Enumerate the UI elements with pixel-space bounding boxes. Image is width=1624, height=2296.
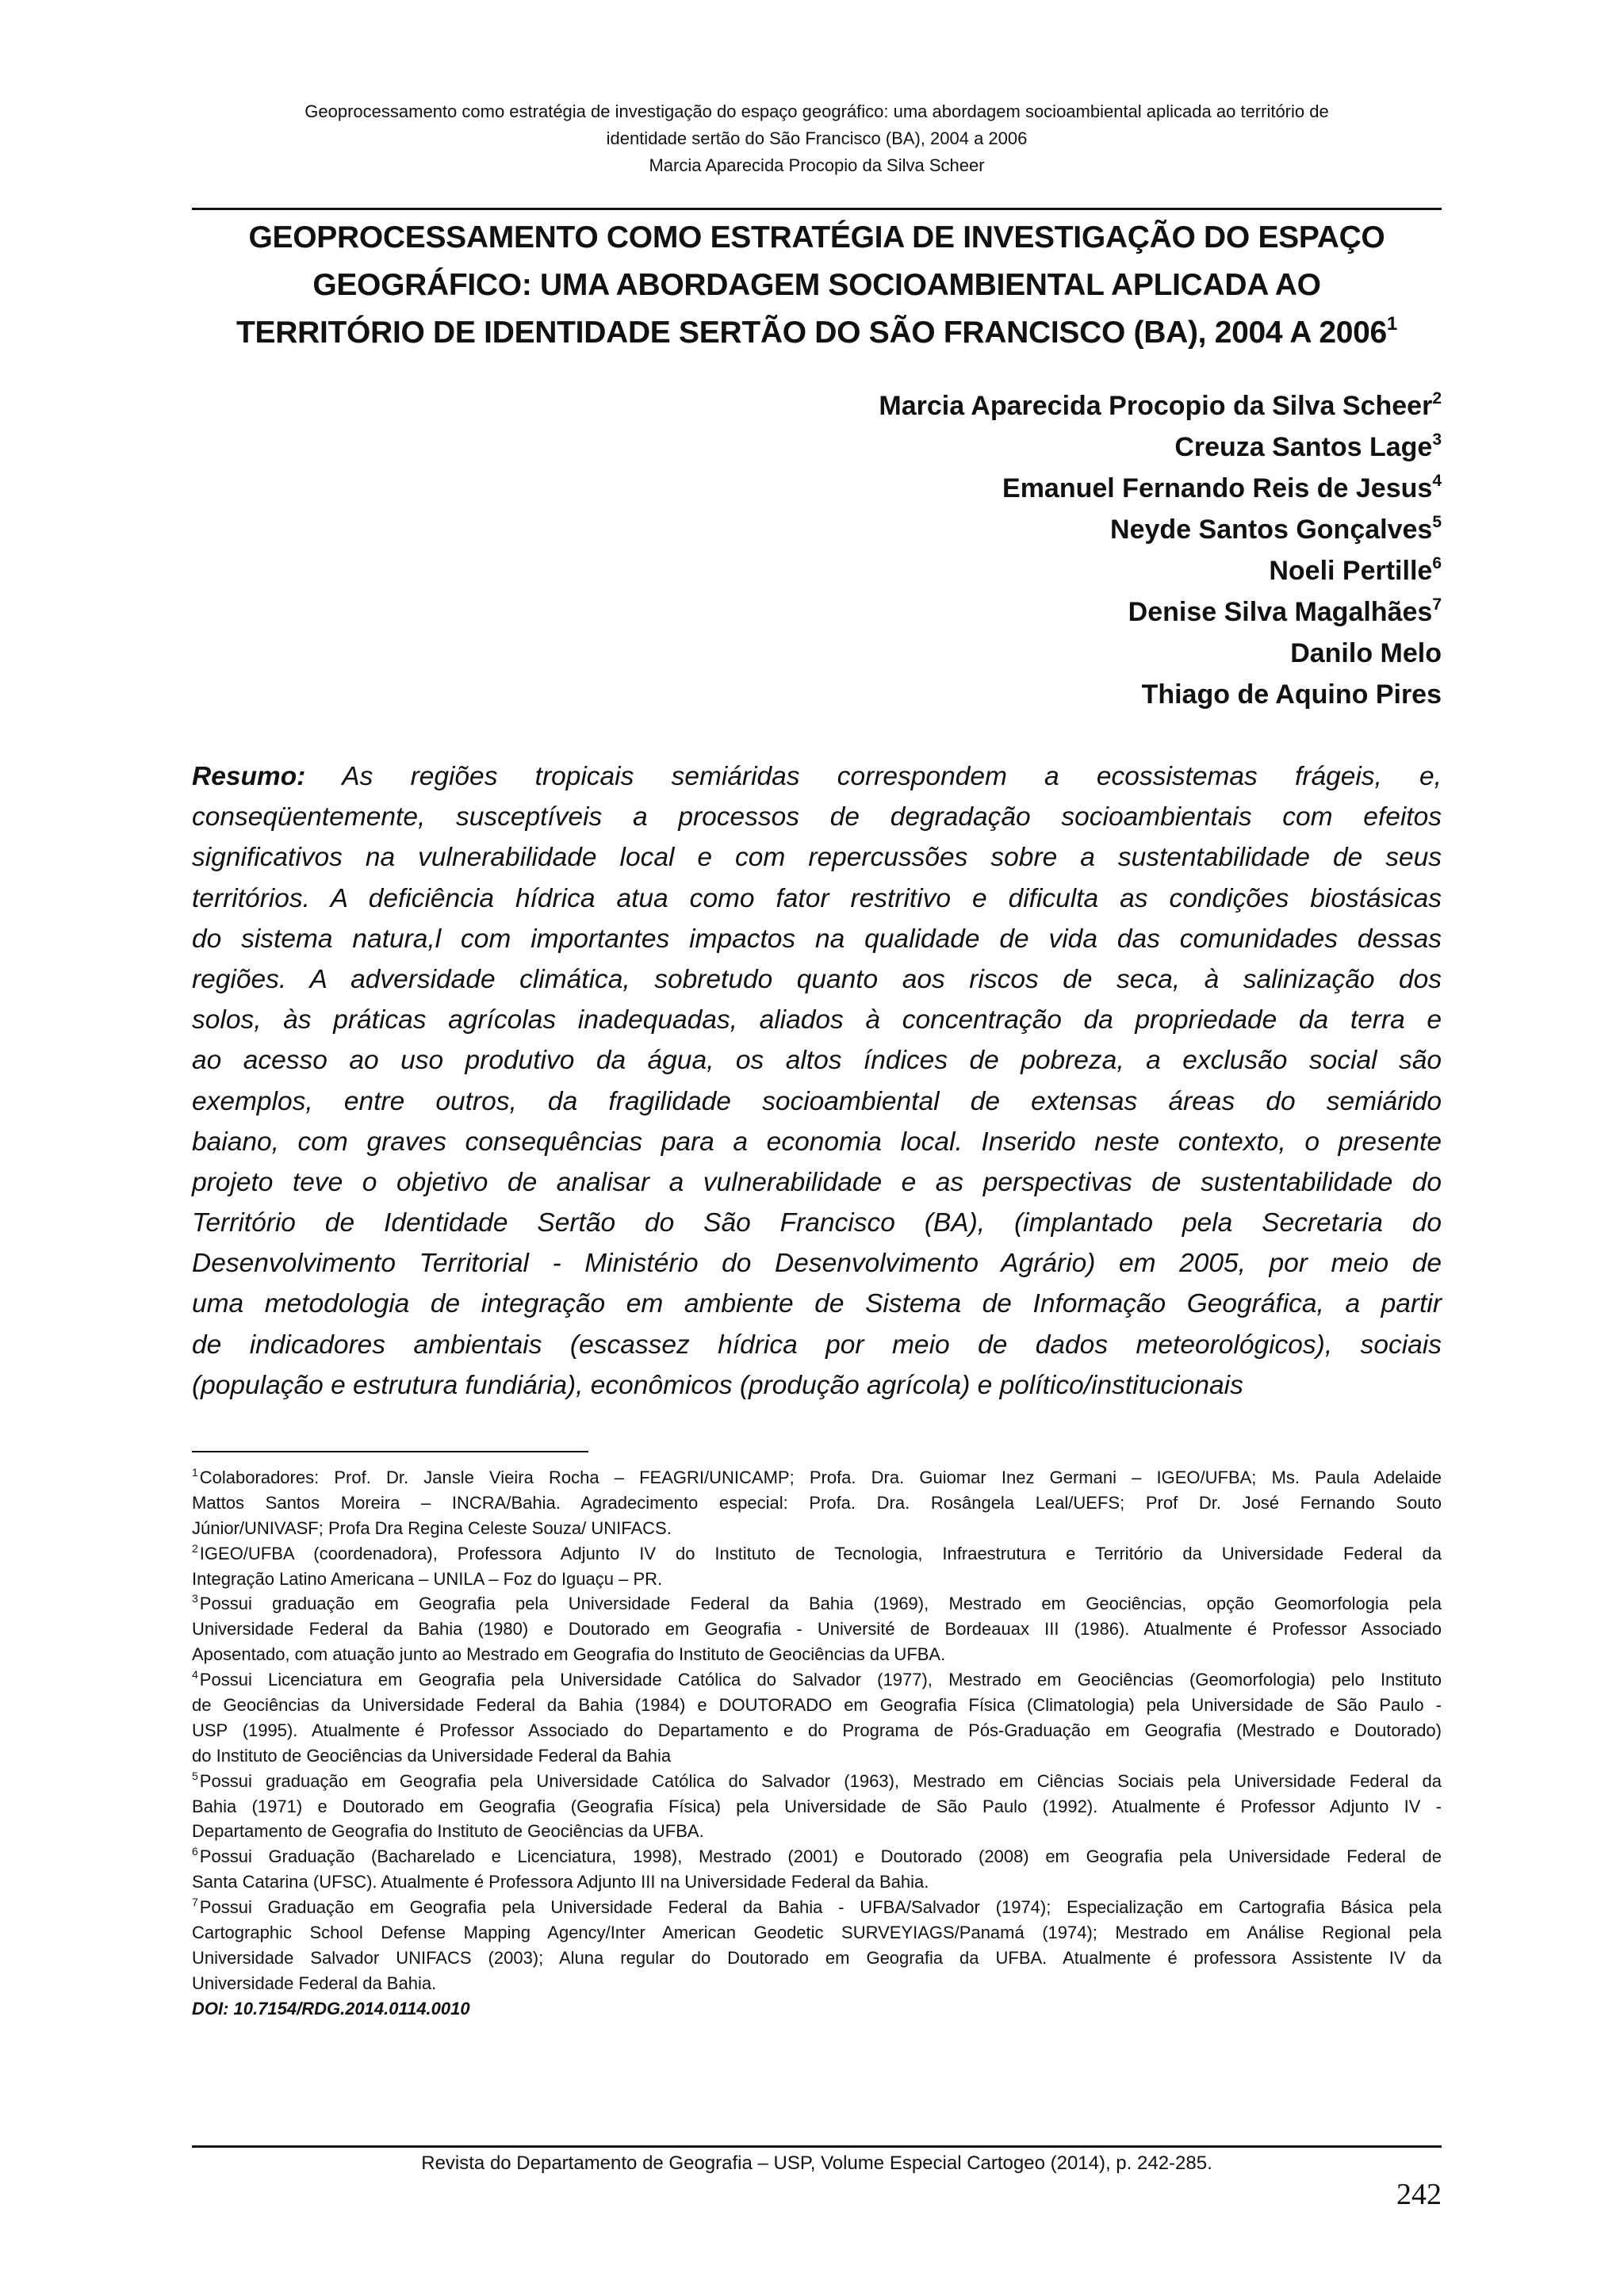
abstract-text: Desenvolvimento Territorial - Ministério do Desenvolvimento Agrário) em 2005, por meio de [192, 1249, 1442, 1279]
footnote-text: Integração Latino Americana – UNILA – Foz do Iguaçu – PR. [192, 1568, 663, 1589]
footnote-separator [192, 1451, 588, 1452]
footnote-number: 6 [192, 1845, 198, 1858]
title-line: GEOPROCESSAMENTO COMO ESTRATÉGIA DE INVESTIGAÇÃO DO ESPAÇO [248, 220, 1385, 254]
footnote-number: 7 [192, 1896, 198, 1909]
footnote-number: 5 [192, 1769, 198, 1782]
abstract-line [192, 1000, 1442, 1040]
footnote-line [192, 1869, 1442, 1895]
author-name [793, 550, 1442, 591]
author-name [793, 468, 1442, 509]
title-line-text: TERRITÓRIO DE IDENTIDADE SERTÃO DO SÃO FRANCISCO (BA), 2004 A 2006 [236, 316, 1387, 350]
author-footnote-ref[interactable]: 5 [1432, 513, 1442, 531]
footnote-line [192, 1794, 1442, 1820]
abstract-text: territórios. A deficiência hídrica atua como fator restritivo e dificulta as condições biostásicas [192, 883, 1442, 913]
footnote-line [192, 1642, 1442, 1667]
title-footnote-ref[interactable]: 1 [1386, 313, 1397, 335]
footnote-line [192, 1718, 1442, 1743]
abstract-text: exemplos, entre outros, da fragilidade socioambiental de extensas áreas do semiárido [192, 1086, 1442, 1116]
footer-rule [192, 2145, 1442, 2148]
footnote-number: 4 [192, 1668, 198, 1682]
author-name [793, 591, 1442, 633]
footnote-line [192, 1465, 1442, 1490]
abstract-line [192, 919, 1442, 959]
footnote-line [192, 1819, 1442, 1844]
title-line: GEOGRÁFICO: UMA ABORDAGEM SOCIOAMBIENTAL APLICADA AO [312, 268, 1321, 302]
footnote-text: Colaboradores: Prof. Dr. Jansle Vieira Rocha – FEAGRI/UNICAMP; Profa. Dra. Guiomar Inez Germani – IGEO/UFBA; Ms. Paula Adelaide [199, 1468, 1442, 1487]
footnote-line [192, 1541, 1442, 1567]
footnote-line [192, 1516, 1442, 1541]
footnote-text: do Instituto de Geociências da Universidade Federal da Bahia [192, 1745, 672, 1766]
abstract-line [192, 1243, 1442, 1284]
abstract-text: solos, às práticas agrícolas inadequadas, aliados à concentração da propriedade da terra e [192, 1005, 1442, 1035]
abstract-text: de indicadores ambientais (escassez hídrica por meio de dados meteorológicos), sociais [192, 1330, 1442, 1360]
footnote-text: Bahia (1971) e Doutorado em Geografia (Geografia Física) pela Universidade de São Paulo (1992). Atualmente é Professor Adjunto IV - [192, 1796, 1442, 1816]
journal-citation: Revista do Departamento de Geografia – USP, Volume Especial Cartogeo (2014), p. 242-285. [421, 2152, 1212, 2174]
paper-title [192, 214, 1442, 357]
abstract-text: baiano, com graves consequências para a economia local. Inserido neste contexto, o presente [192, 1127, 1442, 1157]
footnote-line [192, 1667, 1442, 1693]
footnote-line [192, 1591, 1442, 1617]
footnotes [192, 1465, 1442, 2022]
footnote-text: Universidade Federal da Bahia (1980) e Doutorado em Geografia - Université de Bordeauax III (1986). Atualmente é Professor Associado [192, 1619, 1442, 1640]
running-header-author: Marcia Aparecida Procopio da Silva Scheer [649, 155, 985, 175]
abstract-text: regiões. A adversidade climática, sobretudo quanto aos riscos de seca, à salinização dos [192, 964, 1442, 994]
footnote-number: 1 [192, 1466, 198, 1479]
abstract-line [192, 1122, 1442, 1162]
author-name-text: Noeli Pertille [1269, 556, 1433, 586]
footnote-text: IGEO/UFBA (coordenadora), Professora Adjunto IV do Instituto de Tecnologia, Infraestrutura e Território da Universidade Federal da [199, 1543, 1442, 1563]
footnote-text: Departamento de Geografia do Instituto de Geociências da UFBA. [192, 1821, 704, 1842]
abstract-line [192, 837, 1442, 878]
footnote-text: Possui graduação em Geografia pela Universidade Federal da Bahia (1969), Mestrado em Geociências, opção Geomorfologia pela [199, 1594, 1442, 1614]
author-name-text: Emanuel Fernando Reis de Jesus [1002, 473, 1433, 503]
footnote-line [192, 1693, 1442, 1718]
footnote-number: 2 [192, 1541, 198, 1555]
author-footnote-ref[interactable]: 3 [1432, 430, 1442, 449]
footnote-number: 3 [192, 1592, 198, 1605]
abstract-line [192, 1284, 1442, 1324]
abstract [192, 756, 1442, 1406]
author-name-text: Marcia Aparecida Procopio da Silva Scheer [879, 391, 1433, 421]
abstract-line [192, 797, 1442, 837]
footnote-line [192, 1567, 1442, 1592]
footnote-text: Possui Graduação em Geografia pela Universidade Federal da Bahia - UFBA/Salvador (1974); Especialização em Cartografia Básica pela [199, 1897, 1442, 1918]
footnote-line [192, 1617, 1442, 1642]
header-rule [192, 208, 1442, 210]
author-name-text: Denise Silva Magalhães [1128, 597, 1433, 627]
author-name-text: Creuza Santos Lage [1174, 432, 1433, 462]
footnote-text: Possui Licenciatura em Geografia pela Universidade Católica do Salvador (1977), Mestrado em Geociências (Geomorfologia) pelo Instituto [199, 1670, 1442, 1690]
title-line [192, 309, 1442, 357]
doi-line [192, 1996, 1442, 2022]
doi[interactable]: DOI: 10.7154/RDG.2014.0114.0010 [192, 1998, 470, 2019]
abstract-line [192, 959, 1442, 1000]
abstract-text: As regiões tropicais semiáridas correspondem a ecossistemas frágeis, e, [305, 762, 1442, 791]
abstract-text: uma metodologia de integração em ambiente de Sistema de Informação Geográfica, a partir [192, 1289, 1442, 1319]
author-footnote-ref[interactable]: 7 [1432, 595, 1442, 614]
author-name-text: Neyde Santos Gonçalves [1110, 515, 1433, 545]
footnote-text: Universidade Federal da Bahia. [192, 1973, 437, 1993]
author-name [793, 385, 1442, 427]
footnote-text: Júnior/UNIVASF; Profa Dra Regina Celeste Souza/ UNIFACS. [192, 1517, 672, 1538]
author-footnote-ref[interactable]: 4 [1432, 472, 1442, 490]
footnote-text: Possui Graduação (Bacharelado e Licenciatura, 1998), Mestrado (2001) e Doutorado (2008) em Geografia pela Universidade Federal de [199, 1846, 1442, 1867]
abstract-text: ao acesso ao uso produtivo da água, os altos índices de pobreza, a exclusão social são [192, 1046, 1442, 1076]
running-header-line: identidade sertão do São Francisco (BA), 2004 a 2006 [606, 128, 1028, 148]
abstract-line [192, 1081, 1442, 1122]
abstract-line [192, 1325, 1442, 1365]
abstract-text: conseqüentemente, susceptíveis a processos de degradação socioambientais com efeitos [192, 802, 1442, 832]
abstract-line [192, 1040, 1442, 1081]
author-name [793, 674, 1442, 715]
author-footnote-ref[interactable]: 2 [1432, 389, 1442, 408]
abstract-text: projeto teve o objetivo de analisar a vulnerabilidade e as perspectivas de sustentabilidade do [192, 1167, 1442, 1197]
abstract-text: do sistema natura,l com importantes impactos na qualidade de vida das comunidades dessas [192, 924, 1442, 954]
author-footnote-ref[interactable]: 6 [1432, 554, 1442, 572]
footnote-line [192, 1743, 1442, 1769]
footnote-text: Possui graduação em Geografia pela Universidade Católica do Salvador (1963), Mestrado em Ciências Sociais pela Universidade Federal da [199, 1770, 1442, 1791]
author-name [793, 509, 1442, 550]
footnote-text: Aposentado, com atuação junto ao Mestrado em Geografia do Instituto de Geociências da UFBA. [192, 1644, 946, 1665]
abstract-line [192, 1203, 1442, 1243]
abstract-line [192, 1365, 1442, 1406]
page-number: 242 [1396, 2178, 1442, 2211]
footnote-line [192, 1920, 1442, 1946]
footnote-line [192, 1769, 1442, 1794]
author-name-text: Thiago de Aquino Pires [1141, 679, 1442, 710]
footnote-line [192, 1971, 1442, 1996]
author-name-text: Danilo Melo [1290, 638, 1442, 668]
footnote-text: Santa Catarina (UFSC). Atualmente é Professora Adjunto III na Universidade Federal da Bahia. [192, 1872, 929, 1892]
footnote-text: de Geociências da Universidade Federal da Bahia (1984) e DOUTORADO em Geografia Física (Climatologia) pela Universidade de São Paulo - [192, 1695, 1442, 1716]
running-header-line: Geoprocessamento como estratégia de investigação do espaço geográfico: uma abordagem socioambiental aplicada ao território de [304, 101, 1329, 121]
author-name [793, 633, 1442, 674]
footnote-line [192, 1844, 1442, 1869]
abstract-line [192, 878, 1442, 919]
footnote-text: USP (1995). Atualmente é Professor Associado do Departamento e do Programa de Pós-Graduação em Geografia (Mestrado e Doutorado) [192, 1720, 1442, 1740]
footnote-text: Cartographic School Defense Mapping Agency/Inter American Geodetic SURVEYIAGS/Panamá (1974); Mestrado em Análise Regional pela [192, 1923, 1442, 1943]
abstract-text: significativos na vulnerabilidade local e com repercussões sobre a sustentabilidade de seus [192, 843, 1442, 873]
abstract-label: Resumo: [192, 762, 306, 791]
abstract-line [192, 1162, 1442, 1203]
author-list [793, 385, 1442, 715]
abstract-text: (população e estrutura fundiária), econômicos (produção agrícola) e político/institucionais [192, 1370, 1243, 1400]
abstract-text: Território de Identidade Sertão do São Francisco (BA), (implantado pela Secretaria do [192, 1208, 1442, 1238]
author-name [793, 427, 1442, 468]
footnote-text: Universidade Salvador UNIFACS (2003); Aluna regular do Doutorado em Geografia da UFBA. Atualmente é professora Assistente IV da [192, 1947, 1442, 1968]
footnote-line [192, 1895, 1442, 1920]
footnote-text: Mattos Santos Moreira – INCRA/Bahia. Agradecimento especial: Profa. Dra. Rosângela Leal/UEFS; Prof Dr. José Fernando Souto [192, 1492, 1442, 1513]
footnote-line [192, 1490, 1442, 1516]
footnote-line [192, 1946, 1442, 1971]
abstract-line [192, 756, 1442, 797]
